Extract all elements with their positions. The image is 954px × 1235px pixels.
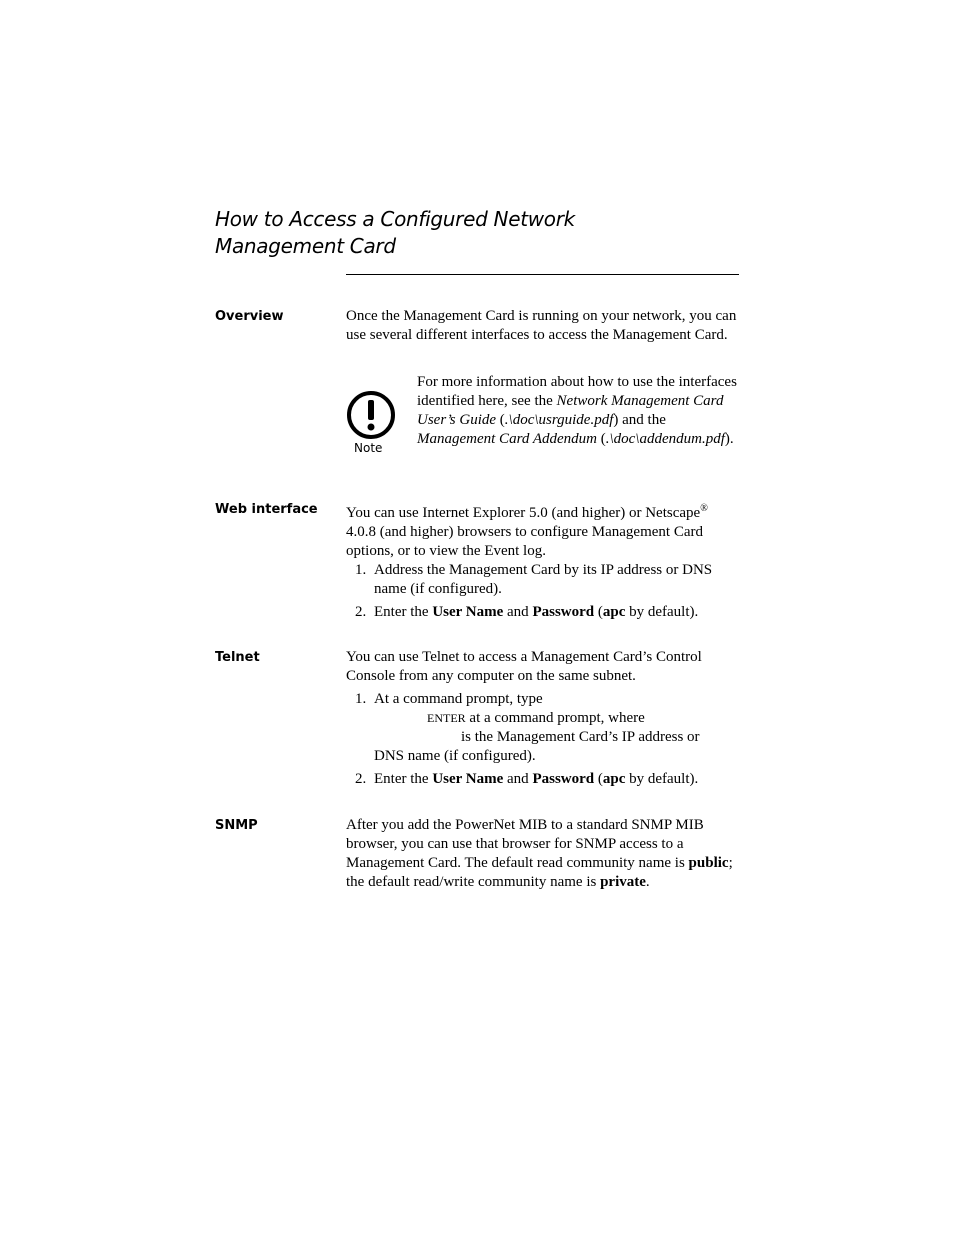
telnet-step-1-line-1: At a command prompt, type — [374, 691, 543, 707]
web-step-2-number: 2. — [355, 604, 367, 620]
snmp-paragraph — [346, 816, 738, 892]
web-text-a: You can use Internet Explorer 5.0 (and higher) or Netscape — [346, 505, 701, 521]
web-text-b: 4.0.8 (and higher) browsers to configure Management Card options, or to view the Event log. — [346, 524, 703, 559]
note-text-9: ). — [724, 431, 734, 447]
note-text-7: ( — [596, 431, 606, 447]
telnet-step-1-line-2 — [427, 709, 735, 728]
telnet-step-1-number: 1. — [355, 691, 367, 707]
title-rule — [346, 274, 739, 275]
web-step-2-c: and — [503, 604, 533, 620]
section-label-telnet: Telnet — [215, 650, 260, 665]
page-title-line-1: How to Access a Configured Network — [215, 207, 575, 231]
section-label-snmp: SNMP — [215, 818, 258, 833]
section-label-web-interface: Web interface — [215, 502, 318, 517]
telnet-paragraph: You can use Telnet to access a Management Card’s Control Console from any computer on the same subnet. — [346, 649, 702, 684]
web-step-2-apc: apc — [602, 604, 626, 620]
web-step-2 — [355, 603, 735, 622]
snmp-text-c: ; the default read/write community name is — [346, 855, 733, 890]
note-addendum: Management Card Addendum — [417, 431, 597, 447]
telnet-step-2-password: Password — [532, 771, 595, 787]
telnet-step-1-b: at a command prompt, where — [465, 710, 645, 726]
registered-mark: ® — [700, 503, 708, 514]
web-step-2-user-name: User Name — [432, 604, 504, 620]
web-step-2-password: Password — [532, 604, 595, 620]
web-text — [346, 499, 738, 561]
note-users-guide: Network Management Card User’s Guide — [417, 393, 724, 428]
page-title — [215, 206, 735, 260]
page-title-line-2: Management Card — [215, 234, 396, 258]
snmp-public: public — [688, 855, 729, 871]
overview-text — [346, 307, 738, 345]
note-label: Note — [354, 441, 383, 455]
telnet-step-2-number: 2. — [355, 771, 367, 787]
telnet-step-1-line-4: DNS name (if configured). — [374, 748, 536, 764]
snmp-text — [346, 816, 738, 892]
snmp-private: private — [600, 874, 646, 890]
telnet-step-2-g: by default). — [625, 771, 699, 787]
web-step-2-g: by default). — [625, 604, 699, 620]
telnet-step-2-apc: apc — [602, 771, 626, 787]
telnet-step-2-text — [374, 770, 735, 789]
web-step-2-a: Enter the — [374, 604, 433, 620]
telnet-step-1 — [355, 690, 735, 766]
snmp-text-a: After you add the PowerNet MIB to a standard SNMP MIB browser, you can use that browser for SNMP access to a Management Card. The default read community name is — [346, 817, 704, 871]
overview-paragraph: Once the Management Card is running on your network, you can use several different interfaces to access the Management Card. — [346, 308, 737, 343]
web-step-1 — [355, 561, 735, 599]
telnet-step-2-user-name: User Name — [432, 771, 504, 787]
note-text — [417, 373, 737, 449]
telnet-step-2-c: and — [503, 771, 533, 787]
web-step-1-number: 1. — [355, 562, 367, 578]
note-addendum-path: .\doc\addendum.pdf — [605, 431, 725, 447]
telnet-step-2-a: Enter the — [374, 771, 433, 787]
note-usrguide-path: .\doc\usrguide.pdf — [504, 412, 614, 428]
telnet-step-2-e: ( — [594, 771, 603, 787]
telnet-text — [346, 648, 738, 686]
section-label-overview: Overview — [215, 309, 284, 324]
web-step-2-e: ( — [594, 604, 603, 620]
web-step-2-text — [374, 603, 735, 622]
telnet-step-1-line-3: is the Management Card’s IP address or — [461, 729, 700, 745]
enter-key: ENTER — [427, 711, 466, 725]
note-text-3: ( — [496, 412, 505, 428]
note-text-1: For more information about how to use the interfaces identified here, see the — [417, 374, 737, 409]
snmp-text-e: . — [645, 874, 650, 890]
web-paragraph — [346, 499, 738, 561]
telnet-step-2 — [355, 770, 735, 789]
note-text-5: ) and the — [613, 412, 666, 428]
web-step-1-text: Address the Management Card by its IP address or DNS name (if configured). — [374, 562, 713, 597]
